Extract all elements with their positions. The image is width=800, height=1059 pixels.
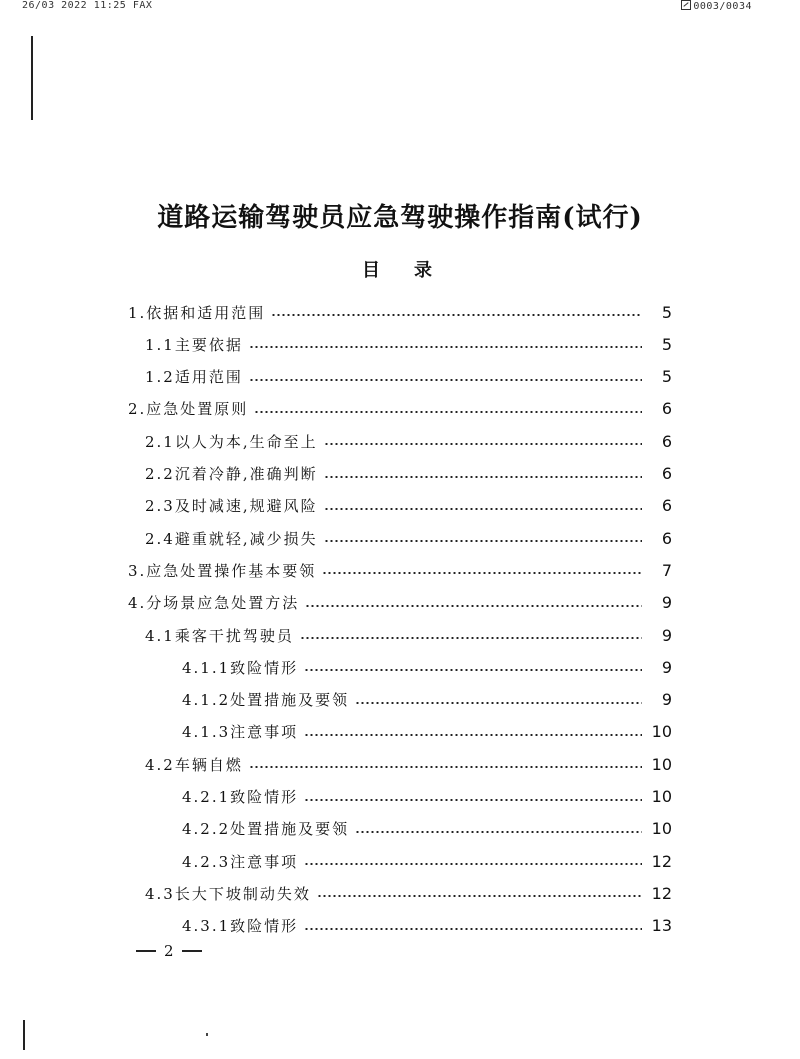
footer-dash [136, 950, 156, 952]
toc-dot-leader [324, 443, 642, 445]
toc-entry-label: 3.应急处置操作基本要领 [128, 561, 317, 580]
scan-speck [206, 1033, 208, 1036]
toc-entry-label: 2.3及时减速,规避风险 [145, 497, 318, 516]
toc-entry-page: 6 [661, 399, 672, 419]
toc-entry-page: 7 [661, 560, 672, 580]
document-title: 道路运输驾驶员应急驾驶操作指南(试行) [157, 203, 643, 233]
toc-dot-leader [249, 379, 642, 381]
toc-entry-page: 6 [661, 464, 672, 483]
toc-entry-label: 4.1.3注意事项 [182, 723, 299, 742]
toc-dot-leader [322, 572, 642, 574]
toc-entry [145, 878, 672, 908]
toc-heading: 目录 [362, 260, 466, 281]
toc-entry-label: 4.2.1致险情形 [182, 788, 299, 806]
toc-entry [145, 523, 672, 553]
toc-entry [145, 749, 672, 779]
fax-header-left: 26/03 2022 11:25 FAX [22, 0, 153, 11]
toc-dot-leader [305, 605, 642, 607]
toc-dot-leader [304, 734, 642, 736]
toc-entry [182, 814, 672, 844]
toc-entry-label: 4.分场景应急处置方法 [128, 594, 300, 613]
toc-dot-leader [355, 702, 642, 704]
toc-entry [182, 846, 672, 876]
page-footer [128, 942, 210, 960]
toc-entry-label: 4.2.2处置措施及要领 [182, 820, 350, 839]
toc-dot-leader [324, 540, 642, 542]
toc-dot-leader [355, 831, 642, 833]
fax-page-count: 0003/0034 [693, 1, 752, 12]
toc-entry [182, 717, 672, 747]
toc-dot-leader [324, 508, 642, 510]
toc-entry [182, 652, 672, 682]
toc-entry-page: 9 [661, 690, 672, 710]
toc-entry-page: 13 [651, 916, 672, 936]
toc-dot-leader [304, 669, 642, 671]
toc-entry-page: 6 [661, 496, 672, 516]
toc-dot-leader [324, 476, 642, 478]
toc-dot-leader [254, 411, 642, 413]
toc-entry-label: 2.4避重就轻,减少损失 [145, 529, 318, 548]
toc-entry-label: 4.3长大下坡制动失效 [145, 884, 311, 903]
footer-dash [182, 950, 202, 952]
toc-entry-label: 1.依据和适用范围 [128, 303, 266, 322]
toc-entry-page: 6 [661, 528, 672, 548]
toc-dot-leader [304, 799, 642, 801]
toc-entry-page: 6 [661, 431, 672, 451]
toc-entry [145, 491, 672, 521]
fax-checkbox-icon [681, 0, 691, 10]
toc-entry-label: 4.2车辆自燃 [145, 755, 243, 774]
toc-entry-label: 1.1主要依据 [145, 335, 243, 354]
toc-entry [145, 329, 672, 359]
toc-entry [145, 620, 672, 650]
toc-entry [128, 297, 672, 327]
toc-entry-label: 4.2.3注意事项 [182, 852, 299, 871]
toc-entry [145, 362, 672, 392]
toc-entry-page: 9 [661, 625, 672, 645]
toc-entry-page: 12 [651, 883, 672, 903]
toc-entry-page: 10 [651, 754, 672, 774]
fax-header-right [681, 0, 752, 12]
footer-page-number: 2 [164, 942, 174, 960]
toc-dot-leader [249, 346, 642, 348]
scan-edge-line [31, 36, 33, 120]
toc-entry-label: 4.1.1致险情形 [182, 658, 299, 677]
toc-entry-label: 4.1乘客干扰驾驶员 [145, 626, 294, 645]
scan-edge-line [23, 1020, 25, 1050]
toc-dot-leader [249, 766, 642, 768]
toc-entry [182, 911, 672, 941]
toc-entry-label: 4.3.1致险情形 [182, 917, 299, 936]
toc-dot-leader [304, 863, 642, 865]
toc-dot-leader [271, 314, 642, 316]
toc-entry-page: 5 [661, 302, 672, 322]
toc-entry [182, 685, 672, 715]
toc-entry-page: 10 [651, 787, 672, 806]
toc-entry-label: 2.2沉着冷静,准确判断 [145, 465, 318, 483]
toc-entry-page: 5 [661, 334, 672, 354]
toc-dot-leader [317, 895, 642, 897]
toc-entry [145, 459, 672, 489]
toc-entry [145, 426, 672, 456]
toc-dot-leader [304, 928, 642, 930]
toc-entry-page: 10 [651, 722, 672, 742]
toc-entry-label: 1.2适用范围 [145, 368, 243, 387]
toc-entry [128, 588, 672, 618]
toc-entry [182, 782, 672, 812]
toc-entry-label: 2.应急处置原则 [128, 400, 249, 419]
toc-entry [128, 394, 672, 424]
toc-entry-page: 5 [661, 367, 672, 387]
toc-entry-page: 9 [661, 657, 672, 677]
toc-entry-label: 4.1.2处置措施及要领 [182, 691, 350, 710]
toc-dot-leader [300, 637, 642, 639]
toc-entry-page: 9 [661, 593, 672, 613]
toc-entry-label: 2.1以人为本,生命至上 [145, 432, 318, 451]
toc-entry-page: 10 [651, 819, 672, 839]
toc-entry [128, 555, 672, 585]
toc-entry-page: 12 [651, 851, 672, 871]
